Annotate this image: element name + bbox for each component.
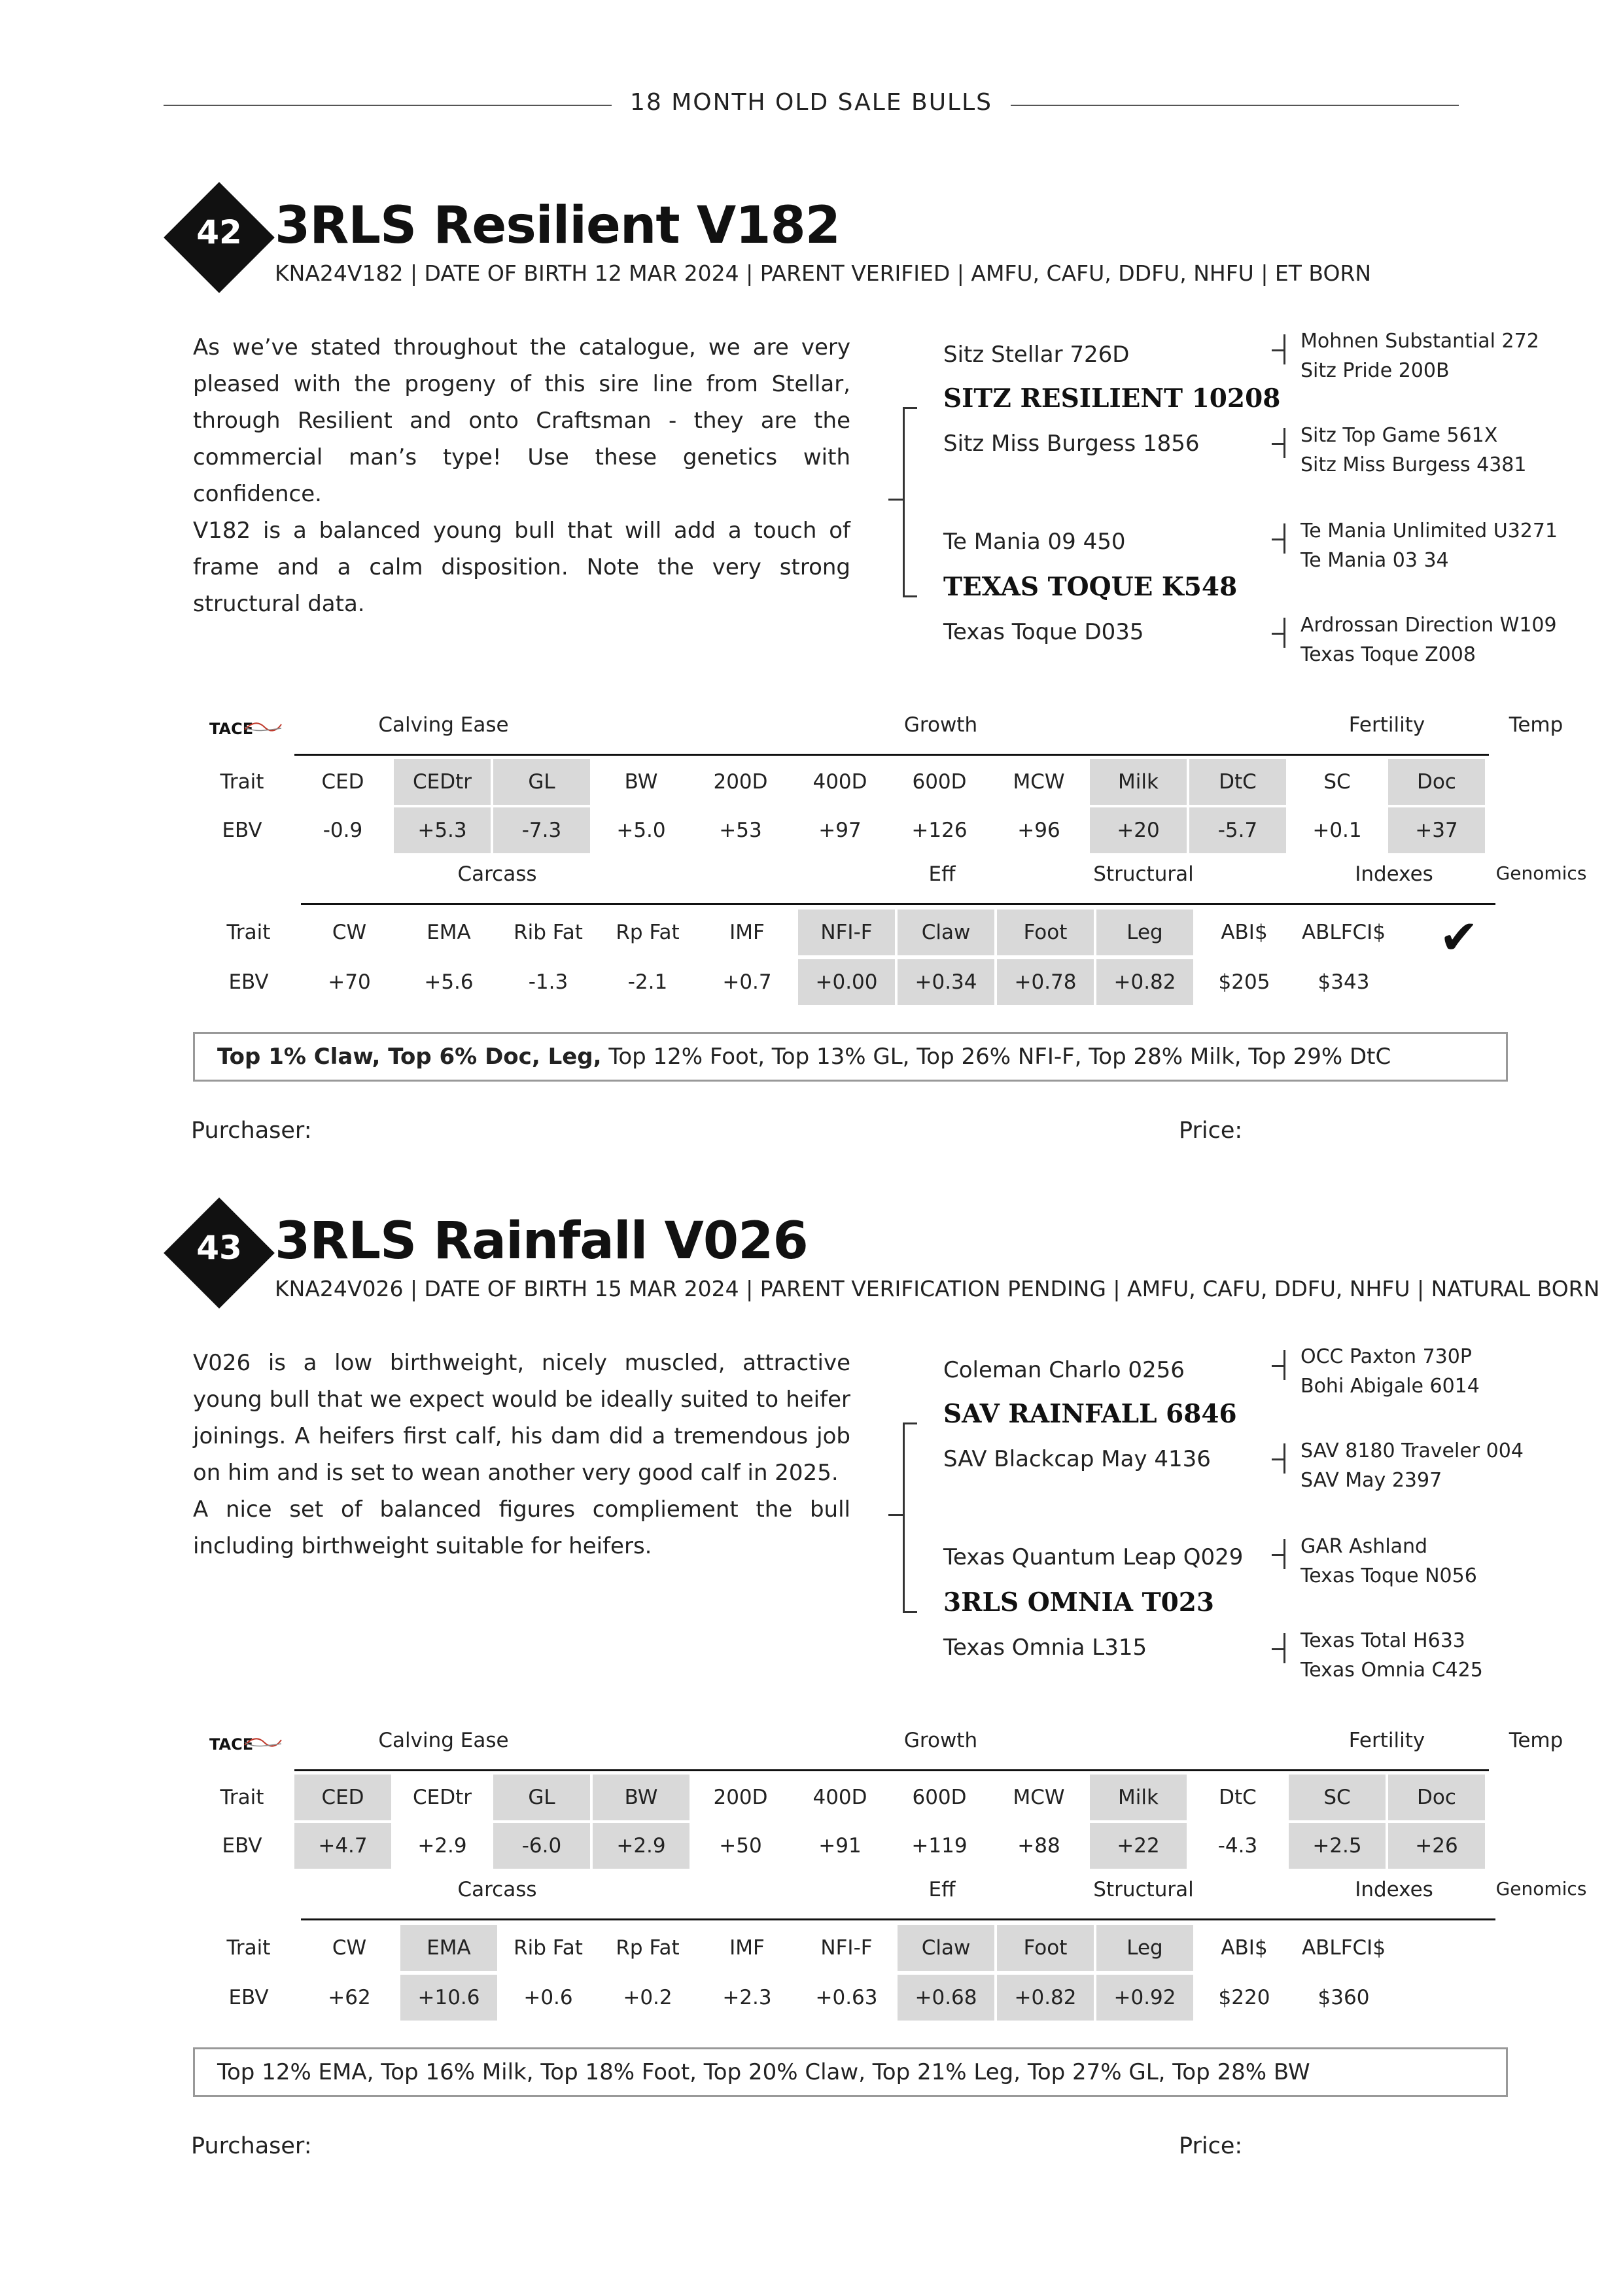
- row-label-trait: Trait: [226, 921, 271, 944]
- row-label-trait: Trait: [226, 1936, 271, 1960]
- trait-group-heading: Eff: [928, 1878, 956, 1901]
- trait-header-cell: Rp Fat: [616, 1936, 680, 1960]
- trait-header-cell: MCW: [1013, 1786, 1065, 1809]
- pedigree-sire-dam: Sitz Miss Burgess 1856: [943, 431, 1200, 457]
- ebv-value-cell: $360: [1318, 1986, 1370, 2009]
- pedigree-sire-sire: Sitz Stellar 726D: [943, 342, 1130, 368]
- ebv-value-cell: $343: [1318, 970, 1370, 994]
- row-label-trait: Trait: [220, 770, 264, 794]
- pedigree-grandparent: Texas Omnia C425: [1300, 1659, 1483, 1682]
- ebv-value-cell: +70: [328, 970, 371, 994]
- ebv-value-cell: +0.82: [997, 1975, 1094, 2021]
- tace-logo: TACE: [209, 1735, 254, 1754]
- ebv-value-cell: +50: [719, 1834, 762, 1858]
- pedigree-grandparent: Te Mania 03 34: [1300, 549, 1449, 572]
- trait-header-cell: DtC: [1219, 1786, 1257, 1809]
- pedigree-connector: [1272, 1365, 1285, 1367]
- pedigree-grandparent: GAR Ashland: [1300, 1535, 1428, 1558]
- ebv-value-cell: +10.6: [400, 1975, 497, 2021]
- pedigree-dam: 3RLS OMNIA T023: [943, 1587, 1215, 1617]
- price-label: Price:: [1179, 1118, 1243, 1144]
- trait-header-cell: SC: [1289, 1775, 1386, 1820]
- trait-header-cell: GL: [493, 759, 590, 805]
- pedigree-connector: [903, 1611, 917, 1613]
- bull-description: [193, 329, 850, 622]
- trait-header-cell: CED: [321, 770, 364, 794]
- trait-group-heading: Growth: [903, 713, 978, 737]
- pedigree-grandparent: Bohi Abigale 6014: [1300, 1375, 1480, 1398]
- purchaser-label: Purchaser:: [191, 1118, 312, 1144]
- ebv-value-cell: +0.2: [623, 1986, 672, 2009]
- trait-header-cell: Rib Fat: [514, 1936, 583, 1960]
- pedigree-grandparent: Te Mania Unlimited U3271: [1300, 520, 1558, 542]
- trait-header-cell: GL: [493, 1775, 590, 1820]
- ebv-row: [196, 1823, 1518, 1869]
- trait-header-cell: CED: [294, 1775, 391, 1820]
- trait-header-cell: Doc: [1388, 759, 1485, 805]
- trait-header-cell: Doc: [1388, 1775, 1485, 1820]
- trait-header-cell: DtC: [1189, 759, 1286, 805]
- trait-header-cell: NFI-F: [798, 910, 895, 955]
- ebv-value-cell: +2.9: [593, 1823, 689, 1869]
- trait-row: [196, 759, 1518, 805]
- pedigree-sire-sire: Coleman Charlo 0256: [943, 1357, 1185, 1383]
- ebv-value-cell: +2.5: [1289, 1823, 1386, 1869]
- trait-header-cell: IMF: [729, 921, 765, 944]
- ebv-value-cell: -7.3: [493, 807, 590, 853]
- ebv-value-cell: +0.68: [898, 1975, 994, 2021]
- trait-header-cell: Rp Fat: [616, 921, 680, 944]
- ebv-value-cell: +91: [818, 1834, 862, 1858]
- ebv-value-cell: +20: [1090, 807, 1187, 853]
- ebv-value-cell: +22: [1090, 1823, 1187, 1869]
- trait-header-cell: CEDtr: [394, 759, 491, 805]
- bull-name: 3RLS Resilient V182: [275, 196, 841, 255]
- price-label: Price:: [1179, 2133, 1243, 2159]
- pedigree-grandparent: Mohnen Substantial 272: [1300, 330, 1539, 353]
- ebv-value-cell: +88: [1017, 1834, 1060, 1858]
- ebv-row: [196, 807, 1518, 853]
- pedigree-sire-dam: SAV Blackcap May 4136: [943, 1446, 1211, 1472]
- ebv-value-cell: +5.3: [394, 807, 491, 853]
- pedigree-dam: TEXAS TOQUE K548: [943, 572, 1238, 602]
- pedigree-grandparent: Texas Toque N056: [1300, 1564, 1477, 1587]
- ebv-value-cell: +5.0: [616, 819, 666, 842]
- trait-group-heading: Structural: [1093, 1878, 1194, 1901]
- trait-header-cell: Milk: [1090, 1775, 1187, 1820]
- trait-group-heading: Genomics: [1495, 1878, 1587, 1899]
- trait-header-cell: MCW: [1013, 770, 1065, 794]
- trait-header-cell: Leg: [1096, 910, 1193, 955]
- ebv-value-cell: $220: [1218, 1986, 1270, 2009]
- bull-name: 3RLS Rainfall V026: [275, 1212, 808, 1271]
- trait-header-cell: EMA: [400, 1925, 497, 1971]
- trait-header-cell: Milk: [1090, 759, 1187, 805]
- trait-header-cell: Claw: [898, 1925, 994, 1971]
- description-paragraph: V182 is a balanced young bull that will add a touch of frame and a calm disposition. Note the very strong structural data.: [193, 518, 850, 617]
- trait-row: [196, 1925, 1518, 1971]
- lot-number: 43: [196, 1229, 242, 1267]
- trait-header-cell: 200D: [713, 770, 768, 794]
- bull-subtitle: KNA24V182 | DATE OF BIRTH 12 MAR 2024 | PARENT VERIFIED | AMFU, CAFU, DDFU, NHFU | ET BORN: [275, 260, 1372, 286]
- trait-header-cell: 200D: [713, 1786, 768, 1809]
- trait-header-cell: SC: [1323, 770, 1351, 794]
- ebv-value-cell: -0.9: [323, 819, 363, 842]
- trait-group-heading: Indexes: [1355, 862, 1433, 886]
- trait-header-cell: ABI$: [1221, 921, 1268, 944]
- trait-header-cell: ABLFCI$: [1301, 1936, 1386, 1960]
- ebv-value-cell: +2.3: [722, 1986, 772, 2009]
- pedigree-grandparent: Ardrossan Direction W109: [1300, 614, 1557, 637]
- trait-group-heading: Genomics: [1495, 862, 1587, 884]
- ebv-value-cell: +4.7: [294, 1823, 391, 1869]
- trait-header-cell: 400D: [812, 770, 867, 794]
- trait-group-heading: Indexes: [1355, 1878, 1433, 1901]
- ebv-value-cell: -4.3: [1217, 1834, 1258, 1858]
- pedigree-connector: [1272, 349, 1285, 351]
- genomics-check-icon: ✔: [1439, 910, 1479, 964]
- trait-group-heading: Structural: [1093, 862, 1194, 886]
- pedigree-connector: [903, 1422, 905, 1612]
- trait-group-heading: Carcass: [457, 1878, 537, 1901]
- pedigree-connector: [1272, 443, 1285, 445]
- ebv-value-cell: -2.1: [627, 970, 668, 994]
- trait-group-heading: Temp: [1509, 713, 1563, 737]
- running-header-title: 18 MONTH OLD SALE BULLS: [612, 89, 1011, 116]
- ebv-value-cell: +0.6: [523, 1986, 573, 2009]
- pedigree-connector: [903, 595, 917, 597]
- pedigree-grandparent: Sitz Pride 200B: [1300, 359, 1450, 382]
- ebv-value-cell: -6.0: [493, 1823, 590, 1869]
- trait-header-cell: Claw: [898, 910, 994, 955]
- ebv-value-cell: +0.34: [898, 959, 994, 1005]
- ebv-value-cell: +0.1: [1312, 819, 1362, 842]
- trait-header-cell: NFI-F: [820, 1936, 873, 1960]
- ebv-value-cell: +96: [1017, 819, 1060, 842]
- purchaser-label: Purchaser:: [191, 2133, 312, 2159]
- pedigree-dam-dam: Texas Omnia L315: [943, 1634, 1147, 1661]
- lot-section: [0, 0, 1623, 1144]
- trait-group-heading: Growth: [903, 1729, 978, 1752]
- ebv-value-cell: +53: [719, 819, 762, 842]
- ebv-row: [196, 959, 1518, 1005]
- trait-header-cell: Foot: [997, 1925, 1094, 1971]
- pedigree-connector: [888, 499, 903, 501]
- lot-section: [0, 1016, 1623, 2159]
- ebv-value-cell: +126: [911, 819, 968, 842]
- ebv-value-cell: +0.7: [722, 970, 772, 994]
- pedigree-grandparent: Sitz Miss Burgess 4381: [1300, 453, 1527, 476]
- table-rule: [301, 1918, 1495, 1920]
- trait-header-cell: BW: [593, 1775, 689, 1820]
- description-paragraph: V026 is a low birthweight, nicely muscled, attractive young bull that we expect would be ideally suited to heifer joinings. A heifers first calf, his dam did a tremendous job on him and is set to wean another very good calf in 2025.: [193, 1350, 850, 1486]
- ebv-value-cell: +0.00: [798, 959, 895, 1005]
- trait-header-cell: 400D: [812, 1786, 867, 1809]
- trait-header-cell: BW: [624, 770, 658, 794]
- ebv-value-cell: +0.78: [997, 959, 1094, 1005]
- top-percentile-text: Top 12% Foot, Top 13% GL, Top 26% NFI-F, Top 28% Milk, Top 29% DtC: [601, 1044, 1391, 1070]
- ebv-value-cell: +119: [911, 1834, 968, 1858]
- trait-header-cell: Leg: [1096, 1925, 1193, 1971]
- trait-header-cell: EMA: [427, 921, 471, 944]
- ebv-table: [196, 713, 1587, 995]
- ebv-value-cell: +5.6: [424, 970, 474, 994]
- pedigree-connector: [1272, 1648, 1285, 1650]
- bull-subtitle: KNA24V026 | DATE OF BIRTH 15 MAR 2024 | PARENT VERIFICATION PENDING | AMFU, CAFU, DDFU, NHFU | NATURAL BORN: [275, 1276, 1600, 1301]
- pedigree-connector: [903, 407, 917, 409]
- ebv-value-cell: -1.3: [528, 970, 568, 994]
- ebv-value-cell: +26: [1388, 1823, 1485, 1869]
- ebv-value-cell: +97: [818, 819, 862, 842]
- tace-logo: TACE: [209, 720, 254, 738]
- trait-group-heading: Fertility: [1348, 1729, 1425, 1752]
- pedigree-grandparent: Sitz Top Game 561X: [1300, 424, 1498, 447]
- trait-header-cell: CW: [332, 921, 367, 944]
- pedigree-connector: [1272, 1458, 1285, 1460]
- trait-row: [196, 910, 1518, 955]
- pedigree-connector: [1272, 633, 1285, 635]
- ebv-table: [196, 1729, 1587, 2010]
- pedigree-dam-sire: Texas Quantum Leap Q029: [943, 1544, 1244, 1570]
- pedigree-connector: [903, 1422, 917, 1424]
- pedigree-connector: [903, 407, 905, 597]
- ebv-value-cell: $205: [1218, 970, 1270, 994]
- row-label-ebv: EBV: [228, 970, 269, 994]
- trait-header-cell: IMF: [729, 1936, 765, 1960]
- top-percentile-box: [193, 2047, 1508, 2097]
- pedigree-grandparent: Texas Toque Z008: [1300, 643, 1476, 666]
- row-label-ebv: EBV: [222, 1834, 262, 1858]
- description-paragraph: As we’ve stated throughout the catalogue, we are very pleased with the progeny of this sire line from Stellar, through Resilient and onto Craftsman - they are the commercial man’s type! Use these genetics with confidence.: [193, 334, 850, 507]
- trait-header-cell: Rib Fat: [514, 921, 583, 944]
- description-paragraph: A nice set of balanced figures compliement the bull including birthweight suitable for heifers.: [193, 1496, 850, 1559]
- trait-group-heading: Calving Ease: [378, 713, 509, 737]
- pedigree-dam-dam: Texas Toque D035: [943, 619, 1144, 645]
- ebv-value-cell: +0.82: [1096, 959, 1193, 1005]
- pedigree-dam-sire: Te Mania 09 450: [943, 529, 1126, 555]
- trait-row: [196, 1775, 1518, 1820]
- trait-header-cell: CEDtr: [412, 1786, 472, 1809]
- trait-header-cell: CW: [332, 1936, 367, 1960]
- lot-number: 42: [196, 213, 242, 251]
- trait-group-heading: Calving Ease: [378, 1729, 509, 1752]
- row-label-ebv: EBV: [222, 819, 262, 842]
- bull-description: [193, 1345, 850, 1564]
- ebv-value-cell: +0.92: [1096, 1975, 1193, 2021]
- table-rule: [301, 903, 1495, 905]
- pedigree-connector: [888, 1514, 903, 1516]
- ebv-value-cell: +37: [1388, 807, 1485, 853]
- ebv-row: [196, 1975, 1518, 2021]
- trait-header-cell: 600D: [912, 770, 967, 794]
- pedigree-sire: SITZ RESILIENT 10208: [943, 383, 1281, 414]
- trait-group-heading: Carcass: [457, 862, 537, 886]
- trait-header-cell: ABLFCI$: [1301, 921, 1386, 944]
- pedigree-sire: SAV RAINFALL 6846: [943, 1399, 1237, 1429]
- pedigree-connector: [1272, 1554, 1285, 1556]
- pedigree-grandparent: Texas Total H633: [1300, 1629, 1465, 1652]
- top-percentile-highlight: Top 1% Claw, Top 6% Doc, Leg,: [217, 1044, 602, 1070]
- pedigree-grandparent: SAV 8180 Traveler 004: [1300, 1439, 1524, 1462]
- top-percentile-text: Top 12% EMA, Top 16% Milk, Top 18% Foot, Top 20% Claw, Top 21% Leg, Top 27% GL, Top 28% BW: [217, 2059, 1310, 2085]
- trait-group-heading: Eff: [928, 862, 956, 886]
- pedigree-connector: [1272, 539, 1285, 540]
- trait-group-heading: Fertility: [1348, 713, 1425, 737]
- table-rule: [294, 1769, 1489, 1771]
- trait-header-cell: 600D: [912, 1786, 967, 1809]
- row-label-ebv: EBV: [228, 1986, 269, 2009]
- pedigree-grandparent: SAV May 2397: [1300, 1469, 1442, 1492]
- ebv-value-cell: -5.7: [1189, 807, 1286, 853]
- trait-header-cell: ABI$: [1221, 1936, 1268, 1960]
- row-label-trait: Trait: [220, 1786, 264, 1809]
- table-rule: [294, 754, 1489, 756]
- trait-group-heading: Temp: [1509, 1729, 1563, 1752]
- ebv-value-cell: +2.9: [417, 1834, 467, 1858]
- pedigree-grandparent: OCC Paxton 730P: [1300, 1345, 1472, 1368]
- ebv-value-cell: +62: [328, 1986, 371, 2009]
- ebv-value-cell: +0.63: [815, 1986, 878, 2009]
- trait-header-cell: Foot: [997, 910, 1094, 955]
